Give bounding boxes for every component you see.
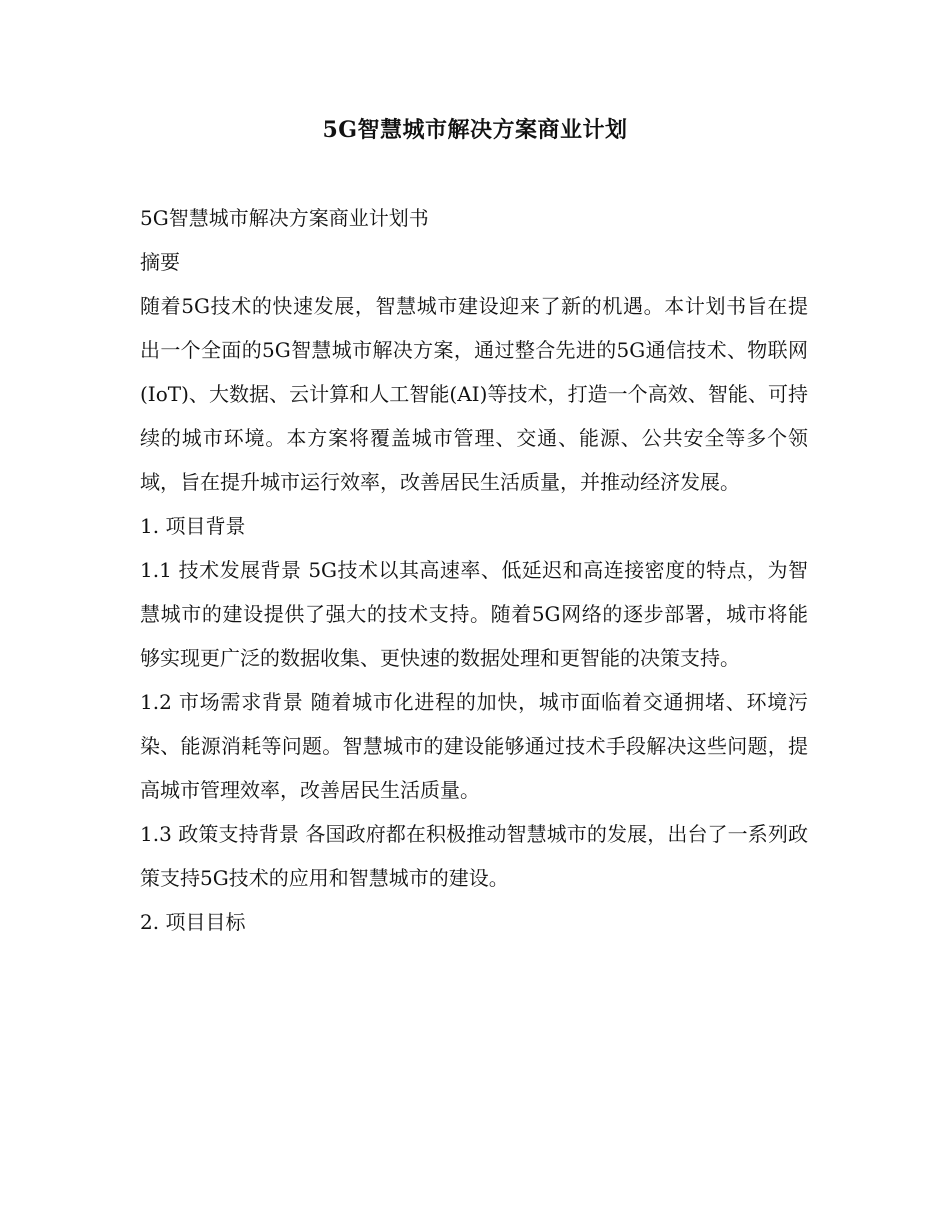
abstract-heading: 摘要 [140,250,180,274]
abstract-paragraph: 随着5G技术的快速发展，智慧城市建设迎来了新的机遇。本计划书旨在提出一个全面的5G智慧城市解决方案，通过整合先进的5G通信技术、物联网(IoT)、大数据、云计算和人工智能(AI)等技术，打造一个高效、智能、可持续的城市环境。本方案将覆盖城市管理、交通、能源、公共安全等多个领域，旨在提升城市运行效率，改善居民生活质量，并推动经济发展。 [140,294,808,494]
section-1-1-paragraph: 1.1 技术发展背景 5G技术以其高速率、低延迟和高连接密度的特点，为智慧城市的建设提供了强大的技术支持。随着5G网络的逐步部署，城市将能够实现更广泛的数据收集、更快速的数据处理和更智能的决策支持。 [140,558,808,670]
document-title: 5G智慧城市解决方案商业计划 [322,117,628,143]
section-1-3-paragraph: 1.3 政策支持背景 各国政府都在积极推动智慧城市的发展，出台了一系列政策支持5G技术的应用和智慧城市的建设。 [140,822,808,890]
section-2-heading: 2. 项目目标 [140,910,246,934]
document-body [140,196,808,944]
section-1-heading: 1. 项目背景 [140,514,246,538]
document-subtitle: 5G智慧城市解决方案商业计划书 [140,206,429,230]
section-1-2-paragraph: 1.2 市场需求背景 随着城市化进程的加快，城市面临着交通拥堵、环境污染、能源消耗等问题。智慧城市的建设能够通过技术手段解决这些问题，提高城市管理效率，改善居民生活质量。 [140,690,808,802]
